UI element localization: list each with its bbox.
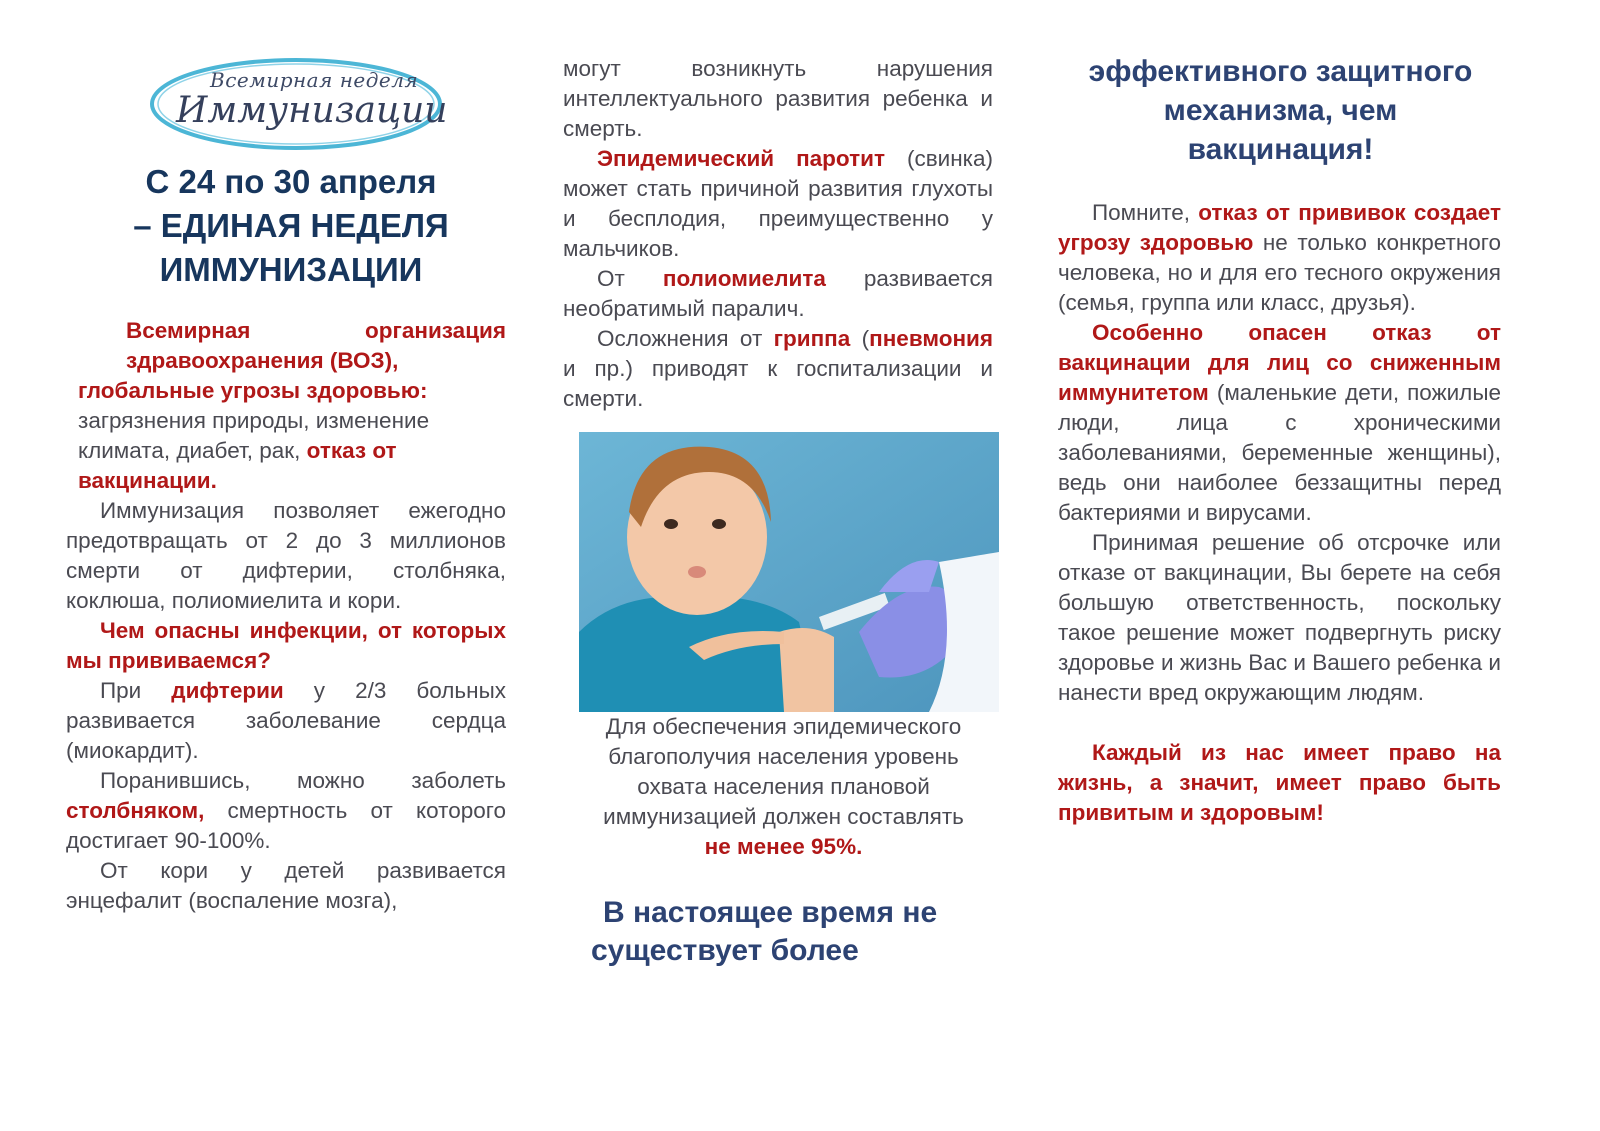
who-word-2: организация <box>365 318 506 343</box>
middle-highlight <box>591 894 1003 970</box>
coverage-caption <box>571 712 996 862</box>
flu-pre: Осложнения от <box>597 326 774 351</box>
mumps-red: Эпидемический паротит <box>597 146 885 171</box>
heading-line-1: эффективного защитного <box>1088 55 1473 88</box>
immunization-paragraph: Иммунизация позволяет ежегодно предотвращать от 2 до 3 миллионов смерти от дифтерии, столбняка, коклюша, полиомиелита и кори. <box>66 498 506 613</box>
who-line-2: здравоохранения (ВОЗ), <box>126 348 399 373</box>
tetanus-paragraph <box>66 766 506 856</box>
danger-post: (маленькие дети, пожилые люди, лица с хроническими заболеваниями, беременные женщины), ведь они наиболее беззащитны перед бактериями и вирусами. <box>1058 380 1501 525</box>
highlight-line-2: существует более <box>591 934 859 967</box>
right-heading <box>1058 52 1503 169</box>
who-heading <box>66 316 506 406</box>
tetanus-post: смертность от которого достигает 90-100%. <box>66 798 506 853</box>
flu-post: и пр.) приводят к госпитализации и смерти. <box>563 356 993 411</box>
heading-line-2: механизма, чем <box>1163 94 1398 127</box>
polio-paragraph <box>563 264 993 324</box>
threats-paragraph <box>66 406 506 496</box>
measles-continuation: могут возникнуть нарушения интеллектуального развития ребенка и смерть. <box>563 56 993 141</box>
tetanus-red: столбняком, <box>66 798 205 823</box>
danger-red: Особенно опасен отказ от вакцинации для лиц со сниженным иммунитетом <box>1058 320 1501 405</box>
measles-paragraph: От кори у детей развивается энцефалит (воспаление мозга), <box>66 858 506 913</box>
final-statement: Каждый из нас имеет право на жизнь, а значит, имеет право быть привитым и здоровым! <box>1058 740 1501 825</box>
who-line-3: глобальные угрозы здоровью: <box>78 378 428 403</box>
infections-question: Чем опасны инфекции, от которых мы прививаемся? <box>66 618 506 673</box>
polio-red: полиомиелита <box>662 266 826 291</box>
caption-text: Для обеспечения эпидемического благополучия населения уровень охвата населения плановой иммунизацией должен составлять <box>603 714 964 829</box>
diphtheria-paragraph <box>66 676 506 766</box>
diphtheria-pre: При <box>100 678 172 703</box>
caption-red: не менее 95%. <box>704 834 863 859</box>
child-vaccination-illustration-icon <box>579 432 999 712</box>
remember-paragraph <box>1058 198 1501 318</box>
logo-line-1: Всемирная неделя <box>210 68 419 92</box>
right-body <box>1058 198 1501 828</box>
mumps-paragraph <box>563 144 993 264</box>
tetanus-pre: Поранившись, можно заболеть <box>100 768 506 793</box>
decision-paragraph: Принимая решение об отсрочке или отказе от вакцинации, Вы берете на себя большую ответственность, поскольку такое решение может подвергнуть риску здоровье и жизнь Вас и Вашего ребенка и нанести вред окружающим людям. <box>1058 530 1501 705</box>
left-body <box>66 316 506 916</box>
highlight-line-1: В настоящее время не <box>603 896 938 929</box>
who-word-1: Всемирная <box>126 318 251 343</box>
polio-pre: От <box>597 266 663 291</box>
title-line-3: ИММУНИЗАЦИИ <box>159 251 423 288</box>
flu-red: гриппа <box>773 326 851 351</box>
flu-paren: ( <box>850 326 870 351</box>
logo-line-2: Иммунизации <box>176 90 448 131</box>
immunization-week-logo <box>146 54 446 154</box>
vaccination-photo <box>579 432 999 712</box>
title-line-1: С 24 по 30 апреля <box>145 163 437 200</box>
diphtheria-red: дифтерии <box>171 678 284 703</box>
diphtheria-post: у 2/3 больных развивается заболевание сердца (миокардит). <box>66 678 506 763</box>
title-line-2: – ЕДИНАЯ НЕДЕЛЯ <box>133 207 449 244</box>
polio-post: развивается необратимый паралич. <box>563 266 993 321</box>
heading-line-3: вакцинация! <box>1187 133 1374 166</box>
remember-red: отказ от прививок создает угрозу здоровью <box>1058 200 1501 255</box>
threats-end: . <box>210 468 217 493</box>
pneumonia-red: пневмония <box>869 326 993 351</box>
threats-red: отказ от вакцинации <box>78 438 397 493</box>
danger-paragraph <box>1058 318 1501 528</box>
mumps-post: (свинка) может стать причиной развития глухоты и бесплодия, преимущественно у мальчиков. <box>563 146 993 261</box>
middle-body <box>563 54 993 414</box>
remember-pre: Помните, <box>1092 200 1199 225</box>
flu-paragraph <box>563 324 993 414</box>
threats-text: загрязнения природы, изменение климата, диабет, рак, <box>78 408 430 463</box>
remember-post: не только конкретного человека, но и для его тесного окружения (семья, группа или класс, друзья). <box>1058 230 1502 315</box>
page-title <box>66 160 516 292</box>
